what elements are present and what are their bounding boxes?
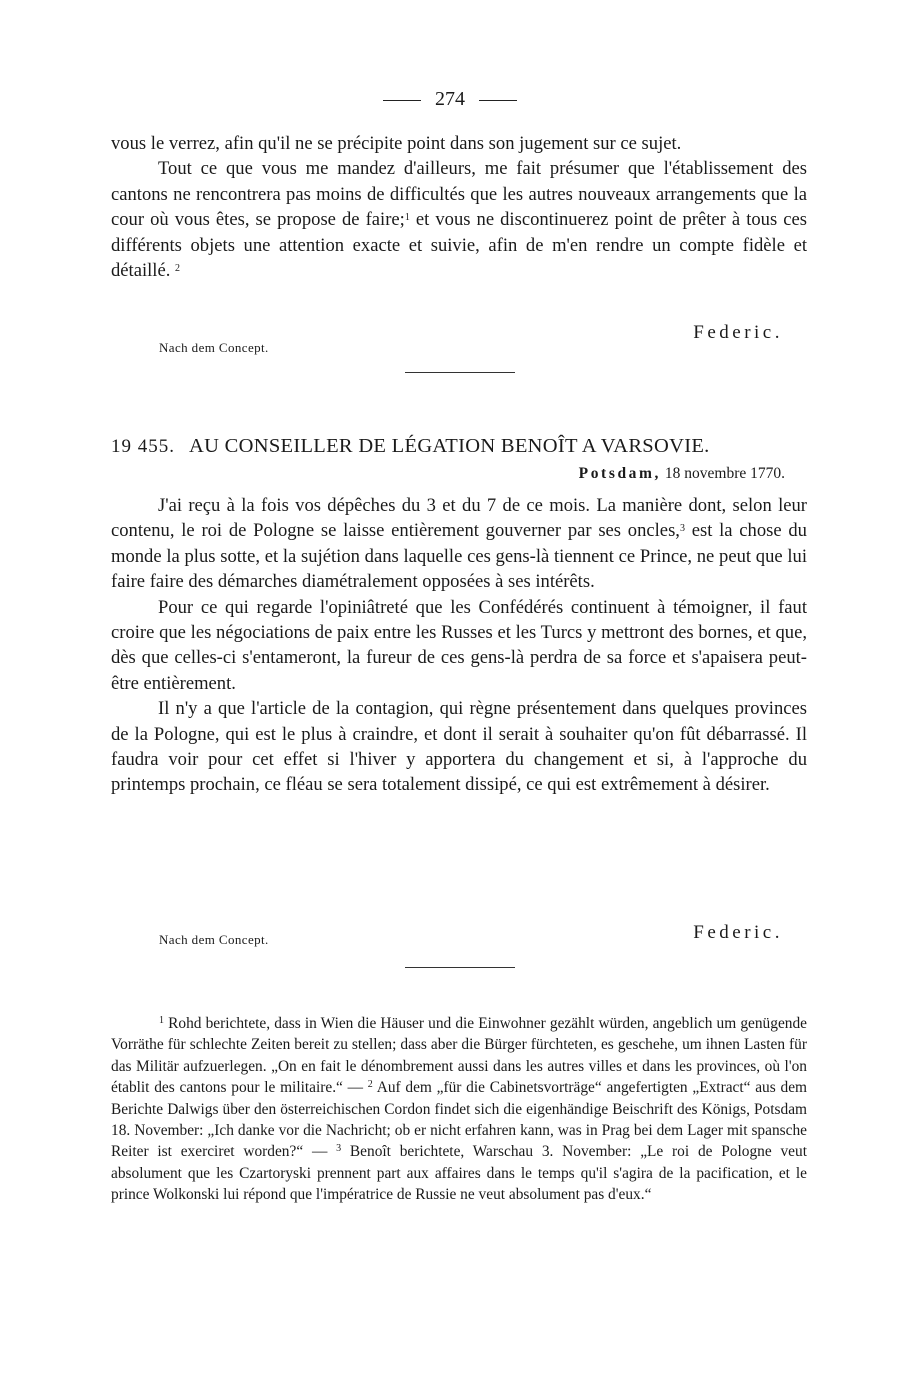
signature: Federic.: [693, 322, 783, 343]
footnotes: [111, 1013, 807, 1206]
footnote-ref-3: 3: [679, 523, 685, 535]
letter-p1a-text: J'ai reçu à la fois vos dépêches du 3 et du 7 de ce mois. La manière dont, selon leur contenu, le roi de Pologne se laisse entièrement gouverner par ses oncles,: [111, 495, 807, 542]
signature: Federic.: [693, 922, 783, 943]
letter-heading: [111, 432, 811, 461]
footnote-text-2: Auf dem „für die Cabinetsvorträge“ angefertigten „Extract“ aus dem Berichte Dalwigs über den österreichischen Cordon findet sich die eigenhändige Beischrift des Königs, Potsdam 18. November: „Ich danke vor die Nachricht; ob er nicht erfahren kann, was in Prag bei dem Lager mit spansche Reiter ist exerciret worden?“ —: [111, 1079, 807, 1161]
footnote-ref-2: 2: [175, 263, 181, 275]
letter-title: AU CONSEILLER DE LÉGATION BENOÎT A VARSOVIE.: [189, 435, 710, 457]
footnote-mark-1: 1: [159, 1015, 164, 1026]
page-number: 274: [435, 88, 465, 110]
section-divider-1: [405, 372, 515, 373]
footnote-text-3: Benoît berichtete, Warschau 3. November: „Le roi de Pologne veut absolument que les Czartoryski prennent part aux affaires dans le temps qu'il s'agira de la pacification, et le prince Wolkonski lui répond que l'impératrice de Russie ne veut absolument pas d'eux.“: [111, 1143, 807, 1204]
continuation-p2a-text: Tout ce que vous me mandez d'ailleurs, me fait présumer que l'établissement des cantons ne rencontrera pas moins de difficultés que les autres nouveaux arrangements que la cour où vous êtes, se propose de faire;: [111, 158, 807, 231]
continuation-p2b-text: et vous ne discontinuerez point de prêter à tous ces différents objets une attention exacte et suivie, afin de m'en rendre un compte fidèle et détaillé.: [111, 209, 807, 282]
signature-row-2: [111, 922, 807, 952]
letter-date: 18 novembre 1770.: [664, 465, 785, 482]
section-divider-2: [405, 967, 515, 968]
header-dash-left: [383, 100, 421, 101]
letter-number: 19 455.: [111, 436, 175, 457]
source-note: Nach dem Concept.: [159, 932, 269, 947]
letter-paragraph-3: Il n'y a que l'article de la contagion, qui règne présentement dans quelques provinces de la Pologne, qui est le plus à craindre, et dont il serait à souhaiter qu'on fût débarrassé. Il faudra voir pour cet effet si l'hiver y apportera du changement et si, à l'approche du printemps prochain, ce fléau se sera totalement dissipé, ce qui est extrêmement à désirer.: [111, 698, 807, 796]
signature-row-1: [111, 322, 807, 355]
continuation-paragraph-2: [111, 156, 807, 283]
page-header: [0, 84, 900, 114]
continuation-text: [111, 131, 807, 283]
footnote-mark-2: 2: [367, 1079, 373, 1091]
letter-body: [111, 493, 807, 798]
continuation-p1-text: vous le verrez, afin qu'il ne se précipite point dans son jugement sur ce sujet.: [111, 133, 682, 154]
letter-place: Potsdam,: [578, 465, 662, 482]
letter-dateline: [111, 463, 785, 485]
source-note: Nach dem Concept.: [159, 340, 269, 355]
continuation-paragraph-1: [111, 131, 807, 156]
letter-paragraph-2: Pour ce qui regarde l'opiniâtreté que les Confédérés continuent à témoigner, il faut croire que les négociations de paix entre les Russes et les Turcs y mettront des bornes, et que, dès que celles-ci s'entameront, la fureur de ces gens-là perdra de sa force et s'apaisera peut-être entièrement.: [111, 596, 807, 694]
footnote-ref-1: 1: [404, 212, 410, 224]
footnote-block: [111, 1013, 807, 1206]
letter-p1b-text: est la chose du monde la plus sotte, et la sujétion dans laquelle ces gens-là tiennent ce Prince, ne peut que lui faire faire des démarches diamétralement opposées à ses intérêts.: [111, 520, 807, 593]
letter-paragraph-1: [111, 493, 807, 595]
footnote-text-1: Rohd berichtete, dass in Wien die Häuser und die Einwohner gezählt würden, angeblich um genügende Vorräthe für schlechte Zeiten bereit zu stellen; dass aber die Bürger fürchteten, es geschehe, um ihnen Lasten für das Militär aufzuerlegen. „On en fait le dénombrement aussi dans les autres villes et dans les provinces, où l'on établit des cantons pour le militaire.“ —: [111, 1015, 807, 1097]
footnote-mark-3: 3: [336, 1143, 342, 1155]
header-dash-right: [479, 100, 517, 101]
